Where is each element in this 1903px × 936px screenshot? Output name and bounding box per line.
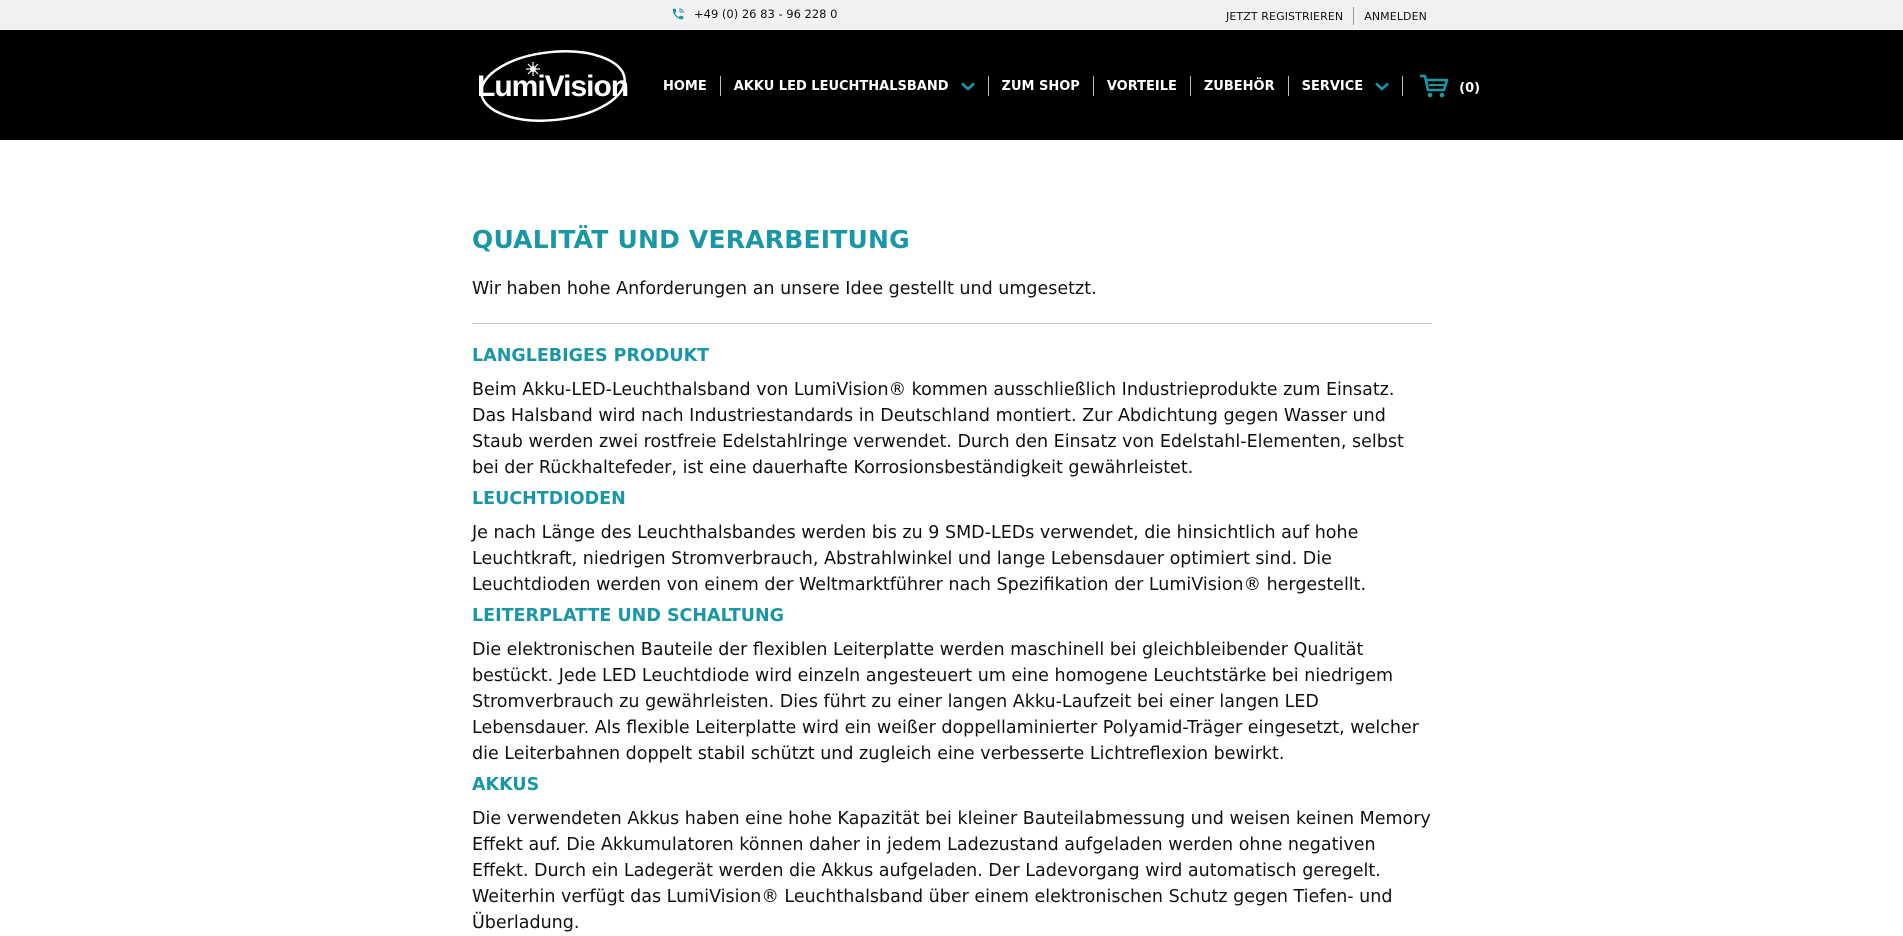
account-links	[1226, 7, 1427, 25]
nav-akku-label: AKKU LED LEUCHTHALSBAND	[733, 78, 949, 94]
section-akkus	[472, 773, 1432, 936]
section-heading: AKKUS	[472, 775, 540, 795]
section-text: Die elektronischen Bauteile der flexiblen Leiterplatte werden maschinell bei gleichbleibender Qualität bestückt. Jede LED Leuchtdiode wird einzeln angesteuert um eine homogene Leuchtstärke bei niedrigem Stromverbrauch zu gewährleisten. Dies führt zu einer langen Akku-Laufzeit bei einer langen LED Lebensdauer. Als flexible Leiterplatte wird ein weißer doppellaminierter Polyamid-Träger eingesetzt, welcher die Leiterbahnen doppelt stabil schützt und zugleich eine verbesserte Lichtreflexion bewirkt.	[472, 640, 1419, 764]
phone-number[interactable]: +49 (0) 26 83 - 96 228 0	[694, 7, 838, 21]
section-langlebiges-produkt	[472, 344, 1432, 481]
section-leiterplatte	[472, 604, 1432, 767]
main-navigation	[650, 74, 1480, 98]
cart-button[interactable]	[1405, 74, 1480, 98]
nav-zubehoer[interactable]	[1191, 74, 1288, 98]
page-title: QUALITÄT UND VERARBEITUNG	[472, 225, 910, 254]
section-heading: LANGLEBIGES PRODUKT	[472, 346, 710, 366]
nav-shop-label: ZUM SHOP	[1001, 78, 1080, 94]
divider	[1353, 7, 1354, 25]
nav-service-label: SERVICE	[1301, 78, 1364, 94]
phone-icon	[671, 7, 685, 21]
nav-home-label: HOME	[663, 78, 707, 94]
section-text: Die verwendeten Akkus haben eine hohe Kapazität bei kleiner Bauteilabmessung und weisen keinen Memory Effekt auf. Die Akkumulatoren können daher in jedem Ladezustand aufgeladen werden ohne negativen Effekt. Durch ein Ladegerät werden die Akkus aufgeladen. Der Ladevorgang wird automatisch geregelt. Weiterhin verfügt das LumiVision® Leuchthalsband über einem elektronischen Schutz gegen Tiefen- und Überladung.	[472, 809, 1431, 933]
nav-home[interactable]	[650, 74, 720, 98]
intro-text: Wir haben hohe Anforderungen an unsere Idee gestellt und umgesetzt.	[472, 279, 1097, 299]
chevron-down-icon	[1375, 82, 1389, 91]
logo[interactable]	[473, 48, 628, 124]
nav-zum-shop[interactable]	[989, 74, 1093, 98]
section-leuchtdioden	[472, 487, 1432, 598]
nav-zubehoer-label: ZUBEHÖR	[1203, 78, 1275, 94]
main-header	[0, 30, 1903, 140]
cart-count: (0)	[1459, 80, 1481, 96]
section-text: Je nach Länge des Leuchthalsbandes werden bis zu 9 SMD-LEDs verwendet, die hinsichtlich auf hohe Leuchtkraft, niedrigen Stromverbrauch, Abstrahlwinkel und lange Lebensdauer optimiert sind. Die Leuchtdioden werden von einem der Weltmarktführer nach Spezifikation der LumiVision® hergestellt.	[472, 523, 1367, 595]
nav-vorteile[interactable]	[1094, 74, 1190, 98]
nav-vorteile-label: VORTEILE	[1106, 78, 1177, 94]
nav-service[interactable]	[1289, 74, 1403, 98]
login-link[interactable]: ANMELDEN	[1364, 9, 1427, 23]
top-utility-bar	[0, 0, 1903, 30]
divider	[472, 323, 1432, 324]
main-content	[472, 222, 1432, 936]
phone-contact[interactable]	[671, 7, 837, 21]
cart-icon	[1419, 74, 1449, 98]
section-heading: LEITERPLATTE UND SCHALTUNG	[472, 606, 784, 626]
section-text: Beim Akku-LED-Leuchthalsband von LumiVision® kommen ausschließlich Industrieprodukte zum Einsatz. Das Halsband wird nach Industriestandards in Deutschland montiert. Zur Abdichtung gegen Wasser und Staub werden zwei rostfreie Edelstahlringe verwendet. Durch den Einsatz von Edelstahl-Elementen, selbst bei der Rückhaltefeder, ist eine dauerhafte Korrosionsbeständigkeit gewährleistet.	[472, 380, 1404, 478]
logo-wordmark: LumiVision	[477, 70, 629, 103]
chevron-down-icon	[961, 82, 975, 91]
register-link[interactable]: JETZT REGISTRIEREN	[1226, 9, 1344, 23]
nav-akku-led-leuchthalsband[interactable]	[721, 74, 988, 98]
nav-divider	[1402, 76, 1403, 96]
section-heading: LEUCHTDIODEN	[472, 489, 626, 509]
